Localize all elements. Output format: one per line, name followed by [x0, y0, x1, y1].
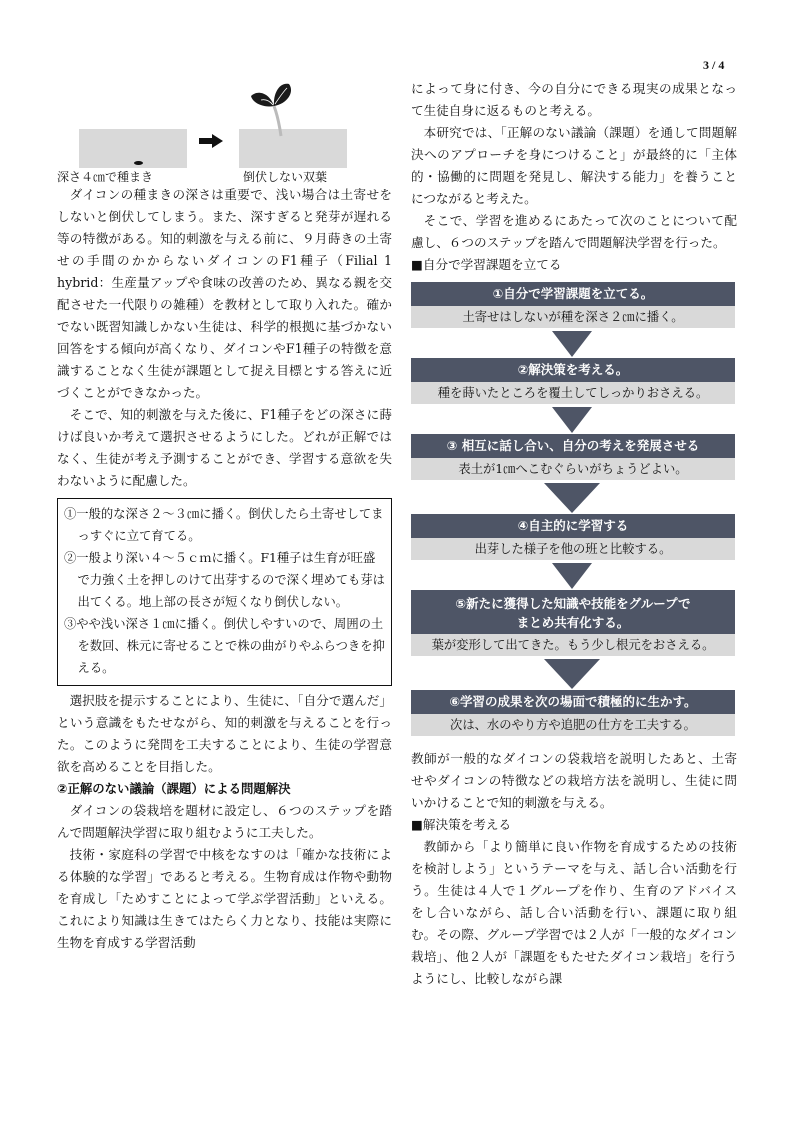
paragraph: 本研究では、「正解のない議論（課題）を通して問題解決へのアプローチを身につけること」が最終的に「主体的・協働的に問題を発見し、解決する能力」を養うことにつながると考えた。 — [411, 125, 737, 206]
step-title-line: まとめ共有化する。 — [516, 615, 630, 630]
down-arrow-icon — [411, 404, 735, 434]
paragraph: そこで、学習を進めるにあたって次のことについて配慮し、６つのステップを踏んで問題解決学習を行った。 — [411, 213, 737, 250]
step-body: 土寄せはしないが種を深さ２㎝に播く。 — [411, 306, 735, 328]
step-body: 種を蒔いたところを覆土してしっかりおさえる。 — [411, 382, 735, 404]
right-arrow-icon — [199, 134, 223, 148]
paragraph: によって身に付き、今の自分にできる現実の成果となって生徒自身に返るものと考える。 — [411, 81, 737, 118]
right-column — [411, 78, 737, 990]
paragraph: 教師から「より簡単に良い作物を育成するための技術を検討しよう」というテーマを与え、話し合い活動を行う。生徒は４人で１グループを作り、生育のアドバイスをし合いながら、話し合い活動を行い、課題に取り組む。その際、グループ学習では２人が「一般的なダイコン栽培」、他２人が「課題をもたせたダイコン栽培」を行うようにし、比較しながら課 — [411, 839, 737, 986]
step-body: 表土が1㎝へこむぐらいがちょうどよい。 — [411, 458, 735, 480]
step-title: ②解決策を考える。 — [411, 358, 735, 382]
step-body: 葉が変形して出てきた。もう少し根元をおさえる。 — [411, 634, 735, 656]
step-flowchart — [411, 282, 735, 736]
paragraph: ダイコンの袋栽培を題材に設定し、６つのステップを踏んで問題解決学習に取り組むように工夫した。 — [57, 803, 392, 840]
step-title: ④自主的に学習する — [411, 514, 735, 538]
choice-item: ②一般より深い４～５ｃｍに播く。F1種子は生育が旺盛で力強く土を押しのけて出芽するので深く埋めても芽は出てくる。地上部の長さが短くなり倒伏しない。 — [64, 551, 385, 609]
down-arrow-icon — [411, 480, 735, 514]
paragraph: ダイコンの種まきの深さは重要で、浅い場合は土寄せをしないと倒伏してしまう。また、深すぎると発芽が遅れる等の特徴がある。知的刺激を与える前に、９月蒔きの土寄せの手間のかからないダイコンのF1種子（Filial 1 hybrid：生産量アップや食味の改善のため、異なる親を交配させた一代限りの雑種）を教材として取り入れた。確かでない既習知識しかない生徒は、科学的根拠に基づかない回答をする傾向が高くなり、ダイコンやF1種子の特徴を意識することなく生徒が課題として捉え目標とする答えに近づくことができなかった。 — [57, 187, 392, 400]
subheading: ■解決策を考える — [411, 817, 512, 832]
paragraph: 技術・家庭科の学習で中核をなすのは「確かな技術による体験的な学習」であると考える。生物育成は作物や動物を育成し「ためすことによって学ぶ学習活動」といえる。これにより知識は生きてはたらく力となり、技能は実際に生物を育成する学習活動 — [57, 847, 392, 950]
down-arrow-icon — [411, 560, 735, 590]
paragraph: 選択肢を提示することにより、生徒に、「自分で選んだ」という意識をもたせながら、知的刺激を与えることを行った。このように発問を工夫することにより、生徒の学習意欲を高めることを目指した。 — [57, 693, 392, 774]
seedling-figure — [57, 78, 392, 184]
section-title: ②正解のない議論（課題）による問題解決 — [57, 781, 291, 796]
down-arrow-icon — [411, 656, 735, 690]
figure-caption-left: 深さ４㎝で種まき — [57, 170, 154, 184]
left-column — [57, 78, 392, 954]
page-number: 3 / 4 — [703, 58, 725, 72]
step-title: ③ 相互に話し合い、自分の考えを発展させる — [411, 434, 735, 458]
step-body: 出芽した様子を他の班と比較する。 — [411, 538, 735, 560]
step-title — [411, 590, 735, 634]
choices-box — [57, 498, 392, 686]
figure-caption-right: 倒伏しない双葉 — [243, 170, 328, 184]
step-title-line: ⑤新たに獲得した知識や技能をグループで — [455, 596, 691, 611]
step-body: 次は、水のやり方や追肥の仕方を工夫する。 — [411, 714, 735, 736]
paragraph: 教師が一般的なダイコンの袋栽培を説明したあと、土寄せやダイコンの特徴などの栽培方法を説明し、生徒に問いかけることで知的刺激を与える。 — [411, 751, 737, 810]
seed-icon — [134, 161, 143, 165]
step-title: ⑥学習の成果を次の場面で積極的に生かす。 — [411, 690, 735, 714]
paragraph: そこで、知的刺激を与えた後に、F1種子をどの深さに蒔けば良いか考えて選択させるようにした。どれが正解ではなく、生徒が考え予測することができ、学習する意欲を失わないように配慮した。 — [57, 407, 392, 488]
down-arrow-icon — [411, 328, 735, 358]
step-title: ①自分で学習課題を立てる。 — [411, 282, 735, 306]
soil-seed-image — [79, 129, 187, 168]
sprout-icon — [243, 78, 303, 138]
choice-item: ③やや浅い深さ１㎝に播く。倒伏しやすいので、周囲の土を数回、株元に寄せることで株の曲がりやふらつきを抑える。 — [64, 617, 385, 675]
choice-item: ①一般的な深さ２～３㎝に播く。倒伏したら土寄せしてまっすぐに立て育てる。 — [64, 507, 384, 543]
subheading: ■自分で学習課題を立てる — [411, 257, 562, 272]
